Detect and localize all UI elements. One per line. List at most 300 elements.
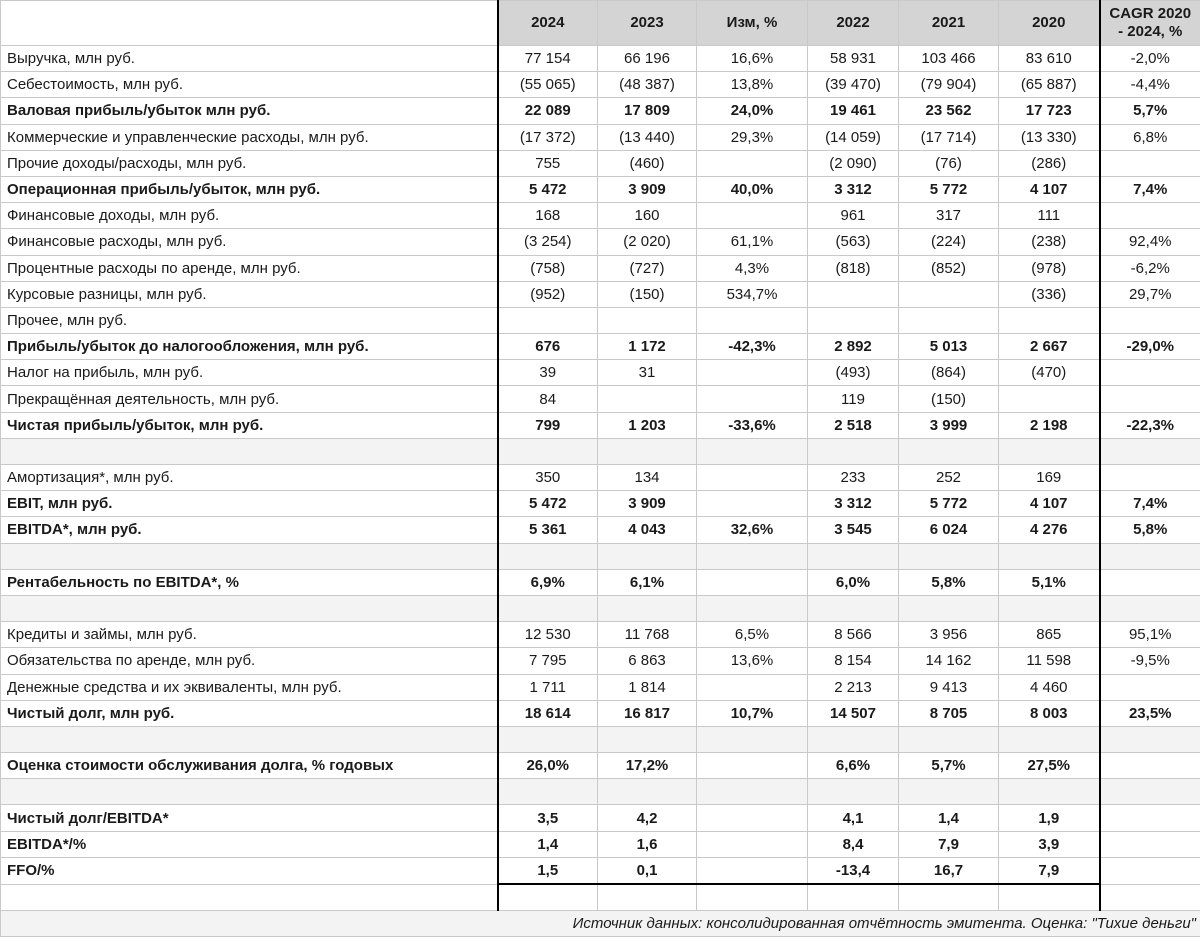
cell-value: (563)	[808, 229, 899, 255]
header-col-change: Изм, %	[697, 1, 808, 46]
cell-value	[697, 595, 808, 621]
cell-value	[697, 753, 808, 779]
table-row	[1, 857, 1200, 884]
row-label: Налог на прибыль, млн руб.	[1, 360, 498, 386]
row-label: Прибыль/убыток до налогообложения, млн руб.	[1, 334, 498, 360]
cell-value: 676	[498, 334, 598, 360]
cell-value: 6 863	[598, 648, 697, 674]
cell-value	[999, 543, 1100, 569]
cell-value	[697, 438, 808, 464]
row-label: Прочее, млн руб.	[1, 307, 498, 333]
cell-value: 31	[598, 360, 697, 386]
cell-value: 27,5%	[999, 753, 1100, 779]
cell-value: 1 711	[498, 674, 598, 700]
cell-value: 1,5	[498, 857, 598, 884]
cell-value: 1 203	[598, 412, 697, 438]
row-label	[1, 595, 498, 621]
cell-value: 58 931	[808, 46, 899, 72]
cell-value: 8 003	[999, 700, 1100, 726]
cell-value: 3 909	[598, 176, 697, 202]
cell-value: (17 372)	[498, 124, 598, 150]
cell-value: 77 154	[498, 46, 598, 72]
row-label: FFO/%	[1, 857, 498, 884]
cell-value: 13,8%	[697, 72, 808, 98]
cell-value: 10,7%	[697, 700, 808, 726]
row-label: Финансовые расходы, млн руб.	[1, 229, 498, 255]
table-row	[1, 622, 1200, 648]
cell-value: 3 956	[899, 622, 999, 648]
cell-value	[999, 726, 1100, 752]
cell-value	[1100, 360, 1200, 386]
table-row	[1, 674, 1200, 700]
cell-value	[697, 386, 808, 412]
empty-cell	[1, 884, 498, 911]
row-label: Валовая прибыль/убыток млн руб.	[1, 98, 498, 124]
empty-cell	[498, 884, 598, 911]
row-label: Операционная прибыль/убыток, млн руб.	[1, 176, 498, 202]
cell-value: 18 614	[498, 700, 598, 726]
cell-value	[999, 779, 1100, 805]
cell-value: (76)	[899, 150, 999, 176]
cell-value	[899, 307, 999, 333]
cell-value: 3,5	[498, 805, 598, 831]
cell-value	[899, 779, 999, 805]
cell-value: 11 768	[598, 622, 697, 648]
cell-value: 1 172	[598, 334, 697, 360]
cell-value: 66 196	[598, 46, 697, 72]
cell-value: 11 598	[999, 648, 1100, 674]
cell-value	[1100, 753, 1200, 779]
cell-value	[697, 491, 808, 517]
cell-value: (13 440)	[598, 124, 697, 150]
spacer-row	[1, 779, 1200, 805]
empty-cell	[999, 884, 1100, 911]
cell-value: (48 387)	[598, 72, 697, 98]
cell-value: 24,0%	[697, 98, 808, 124]
cell-value: 6 024	[899, 517, 999, 543]
cell-value	[1100, 465, 1200, 491]
empty-cell	[598, 884, 697, 911]
cell-value: -33,6%	[697, 412, 808, 438]
cell-value: -6,2%	[1100, 255, 1200, 281]
cell-value	[697, 857, 808, 884]
cell-value: 1,6	[598, 831, 697, 857]
cell-value	[999, 595, 1100, 621]
cell-value	[498, 726, 598, 752]
cell-value: 5 472	[498, 491, 598, 517]
cell-value: 2 213	[808, 674, 899, 700]
cell-value: 233	[808, 465, 899, 491]
cell-value: -4,4%	[1100, 72, 1200, 98]
cell-value	[598, 386, 697, 412]
cell-value: 83 610	[999, 46, 1100, 72]
row-label: Финансовые доходы, млн руб.	[1, 203, 498, 229]
table-row	[1, 569, 1200, 595]
cell-value: 32,6%	[697, 517, 808, 543]
cell-value: 16 817	[598, 700, 697, 726]
cell-value: 4,3%	[697, 255, 808, 281]
row-label: Чистый долг/EBITDA*	[1, 805, 498, 831]
row-label	[1, 438, 498, 464]
cell-value	[899, 726, 999, 752]
cell-value: (818)	[808, 255, 899, 281]
table-row	[1, 46, 1200, 72]
row-label: Денежные средства и их эквиваленты, млн руб.	[1, 674, 498, 700]
cell-value: 3,9	[999, 831, 1100, 857]
row-label: Оценка стоимости обслуживания долга, % годовых	[1, 753, 498, 779]
cell-value: (79 904)	[899, 72, 999, 98]
cell-value: 29,3%	[697, 124, 808, 150]
cell-value: 23 562	[899, 98, 999, 124]
cell-value: (65 887)	[999, 72, 1100, 98]
cell-value	[697, 360, 808, 386]
cell-value: 119	[808, 386, 899, 412]
cell-value: 92,4%	[1100, 229, 1200, 255]
cell-value: 29,7%	[1100, 281, 1200, 307]
cell-value: (952)	[498, 281, 598, 307]
cell-value: 1,4	[899, 805, 999, 831]
table-row	[1, 150, 1200, 176]
cell-value: 14 507	[808, 700, 899, 726]
header-col-2021: 2021	[899, 1, 999, 46]
cell-value: (224)	[899, 229, 999, 255]
cell-value: 350	[498, 465, 598, 491]
row-label: Рентабельность по EBITDA*, %	[1, 569, 498, 595]
cell-value: (2 090)	[808, 150, 899, 176]
cell-value	[697, 543, 808, 569]
table-row	[1, 465, 1200, 491]
cell-value: 134	[598, 465, 697, 491]
cell-value	[498, 438, 598, 464]
cell-value	[498, 543, 598, 569]
cell-value: (460)	[598, 150, 697, 176]
cell-value: 5 013	[899, 334, 999, 360]
cell-value	[598, 595, 697, 621]
cell-value: 799	[498, 412, 598, 438]
cell-value	[697, 465, 808, 491]
cell-value: 168	[498, 203, 598, 229]
cell-value	[697, 779, 808, 805]
cell-value: 14 162	[899, 648, 999, 674]
cell-value: -2,0%	[1100, 46, 1200, 72]
header-col-2024: 2024	[498, 1, 598, 46]
table-row	[1, 517, 1200, 543]
cell-value: -42,3%	[697, 334, 808, 360]
cell-value: (17 714)	[899, 124, 999, 150]
row-label: Кредиты и займы, млн руб.	[1, 622, 498, 648]
cell-value	[598, 438, 697, 464]
cell-value	[808, 281, 899, 307]
cell-value: 111	[999, 203, 1100, 229]
table-row	[1, 176, 1200, 202]
cell-value: (470)	[999, 360, 1100, 386]
header-col-2022: 2022	[808, 1, 899, 46]
table-row	[1, 203, 1200, 229]
table-row	[1, 753, 1200, 779]
cell-value	[899, 543, 999, 569]
cell-value	[899, 595, 999, 621]
cell-value: 6,1%	[598, 569, 697, 595]
empty-cell	[697, 884, 808, 911]
spacer-row	[1, 595, 1200, 621]
cell-value: (55 065)	[498, 72, 598, 98]
row-label: Прекращённая деятельность, млн руб.	[1, 386, 498, 412]
cell-value	[808, 595, 899, 621]
table-row	[1, 412, 1200, 438]
cell-value: 84	[498, 386, 598, 412]
table-row	[1, 700, 1200, 726]
cell-value: 5,8%	[899, 569, 999, 595]
cell-value: (150)	[598, 281, 697, 307]
cell-value: (150)	[899, 386, 999, 412]
cell-value	[1100, 831, 1200, 857]
cell-value	[808, 438, 899, 464]
cell-value	[808, 307, 899, 333]
cell-value: 12 530	[498, 622, 598, 648]
cell-value	[598, 307, 697, 333]
header-col-2023: 2023	[598, 1, 697, 46]
cell-value: 2 667	[999, 334, 1100, 360]
cell-value: -9,5%	[1100, 648, 1200, 674]
cell-value: 3 545	[808, 517, 899, 543]
row-label: Выручка, млн руб.	[1, 46, 498, 72]
cell-value: 3 999	[899, 412, 999, 438]
cell-value: (2 020)	[598, 229, 697, 255]
cell-value: 4,1	[808, 805, 899, 831]
cell-value: 2 198	[999, 412, 1100, 438]
cell-value: 4 107	[999, 491, 1100, 517]
cell-value: 8 705	[899, 700, 999, 726]
footer-row	[1, 911, 1200, 937]
cell-value: 8 566	[808, 622, 899, 648]
table-row	[1, 491, 1200, 517]
table-row	[1, 255, 1200, 281]
cell-value: (14 059)	[808, 124, 899, 150]
cell-value: 13,6%	[697, 648, 808, 674]
table-row	[1, 831, 1200, 857]
table-row	[1, 229, 1200, 255]
row-label	[1, 779, 498, 805]
cell-value: 3 312	[808, 491, 899, 517]
row-label: Амортизация*, млн руб.	[1, 465, 498, 491]
row-label: Прочие доходы/расходы, млн руб.	[1, 150, 498, 176]
cell-value: 1 814	[598, 674, 697, 700]
row-label	[1, 726, 498, 752]
cell-value	[697, 150, 808, 176]
cell-value: 95,1%	[1100, 622, 1200, 648]
cell-value: 9 413	[899, 674, 999, 700]
cell-value: 2 518	[808, 412, 899, 438]
cell-value: 8,4	[808, 831, 899, 857]
cell-value	[1100, 779, 1200, 805]
cell-value: 865	[999, 622, 1100, 648]
cell-value	[999, 438, 1100, 464]
cell-value: (286)	[999, 150, 1100, 176]
row-label: Чистый долг, млн руб.	[1, 700, 498, 726]
cell-value: 8 154	[808, 648, 899, 674]
cell-value: 5 772	[899, 491, 999, 517]
row-label: Курсовые разницы, млн руб.	[1, 281, 498, 307]
cell-value: (758)	[498, 255, 598, 281]
cell-value	[697, 203, 808, 229]
spacer-row	[1, 543, 1200, 569]
cell-value: (13 330)	[999, 124, 1100, 150]
cell-value: 4 460	[999, 674, 1100, 700]
cell-value: 5 472	[498, 176, 598, 202]
cell-value: 0,1	[598, 857, 697, 884]
table-row	[1, 72, 1200, 98]
cell-value: (238)	[999, 229, 1100, 255]
cell-value	[498, 595, 598, 621]
cell-value: 26,0%	[498, 753, 598, 779]
cell-value: 160	[598, 203, 697, 229]
cell-value: (978)	[999, 255, 1100, 281]
table-header	[1, 1, 1200, 46]
table-row	[1, 124, 1200, 150]
table-row	[1, 98, 1200, 124]
cell-value	[1100, 805, 1200, 831]
cell-value	[598, 726, 697, 752]
cell-value: 5,7%	[899, 753, 999, 779]
cell-value: 16,6%	[697, 46, 808, 72]
cell-value: 4,2	[598, 805, 697, 831]
cell-value: 7,9	[899, 831, 999, 857]
cell-value: 1,9	[999, 805, 1100, 831]
empty-cell	[899, 884, 999, 911]
cell-value	[999, 386, 1100, 412]
cell-value	[1100, 307, 1200, 333]
cell-value	[1100, 438, 1200, 464]
cell-value: 5 772	[899, 176, 999, 202]
cell-value: 755	[498, 150, 598, 176]
cell-value: 7,4%	[1100, 176, 1200, 202]
table-row	[1, 334, 1200, 360]
cell-value	[697, 726, 808, 752]
cell-value: 40,0%	[697, 176, 808, 202]
cell-value	[1100, 726, 1200, 752]
cell-value: 19 461	[808, 98, 899, 124]
table-row	[1, 281, 1200, 307]
cell-value: 23,5%	[1100, 700, 1200, 726]
cell-value: 7 795	[498, 648, 598, 674]
cell-value: -13,4	[808, 857, 899, 884]
spacer-row	[1, 726, 1200, 752]
cell-value: 16,7	[899, 857, 999, 884]
cell-value: 6,0%	[808, 569, 899, 595]
cell-value: 4 276	[999, 517, 1100, 543]
cell-value	[1100, 569, 1200, 595]
row-label: EBITDA*/%	[1, 831, 498, 857]
cell-value: 252	[899, 465, 999, 491]
cell-value	[697, 831, 808, 857]
cell-value	[1100, 857, 1200, 884]
cell-value: (336)	[999, 281, 1100, 307]
cell-value	[697, 307, 808, 333]
table-row	[1, 307, 1200, 333]
cell-value: 61,1%	[697, 229, 808, 255]
cell-value: 7,4%	[1100, 491, 1200, 517]
cell-value: (852)	[899, 255, 999, 281]
cell-value	[598, 543, 697, 569]
cell-value: 2 892	[808, 334, 899, 360]
cell-value: 6,5%	[697, 622, 808, 648]
cell-value: 1,4	[498, 831, 598, 857]
empty-cell	[1100, 884, 1200, 911]
cell-value	[1100, 386, 1200, 412]
cell-value: 39	[498, 360, 598, 386]
cell-value: 17 723	[999, 98, 1100, 124]
cell-value: (727)	[598, 255, 697, 281]
row-label: Обязательства по аренде, млн руб.	[1, 648, 498, 674]
cell-value	[598, 779, 697, 805]
cell-value	[1100, 674, 1200, 700]
header-col-2020: 2020	[999, 1, 1100, 46]
cell-value: -22,3%	[1100, 412, 1200, 438]
cell-value: 17 809	[598, 98, 697, 124]
cell-value: (3 254)	[498, 229, 598, 255]
cell-value: 17,2%	[598, 753, 697, 779]
cell-value: 534,7%	[697, 281, 808, 307]
cell-value: 961	[808, 203, 899, 229]
cell-value	[1100, 203, 1200, 229]
cell-value	[808, 543, 899, 569]
row-label: EBIT, млн руб.	[1, 491, 498, 517]
cell-value	[999, 307, 1100, 333]
cell-value	[808, 726, 899, 752]
cell-value: 5,8%	[1100, 517, 1200, 543]
cell-value: 3 909	[598, 491, 697, 517]
header-col-cagr: CAGR 2020 - 2024, %	[1100, 1, 1200, 46]
cell-value: 4 043	[598, 517, 697, 543]
empty-cell	[808, 884, 899, 911]
cell-value: (864)	[899, 360, 999, 386]
cell-value: 6,6%	[808, 753, 899, 779]
cell-value: 5 361	[498, 517, 598, 543]
cell-value	[697, 674, 808, 700]
table-row	[1, 648, 1200, 674]
row-label: Себестоимость, млн руб.	[1, 72, 498, 98]
row-label	[1, 543, 498, 569]
table-row	[1, 386, 1200, 412]
cell-value: 317	[899, 203, 999, 229]
cell-value	[697, 805, 808, 831]
cell-value: 3 312	[808, 176, 899, 202]
cell-value: -29,0%	[1100, 334, 1200, 360]
cell-value	[1100, 150, 1200, 176]
cell-value: 5,7%	[1100, 98, 1200, 124]
cell-value: 6,9%	[498, 569, 598, 595]
cell-value: 6,8%	[1100, 124, 1200, 150]
cell-value: 5,1%	[999, 569, 1100, 595]
header-blank-cell	[1, 1, 498, 46]
cell-value: 169	[999, 465, 1100, 491]
cell-value	[1100, 543, 1200, 569]
cell-value: 4 107	[999, 176, 1100, 202]
row-label: EBITDA*, млн руб.	[1, 517, 498, 543]
table-row	[1, 805, 1200, 831]
spacer-row	[1, 438, 1200, 464]
cell-value	[697, 569, 808, 595]
cell-value: 7,9	[999, 857, 1100, 884]
cell-value	[498, 307, 598, 333]
table-row	[1, 360, 1200, 386]
cell-value: (493)	[808, 360, 899, 386]
cell-value	[498, 779, 598, 805]
cell-value: 103 466	[899, 46, 999, 72]
cell-value: (39 470)	[808, 72, 899, 98]
cell-value	[1100, 595, 1200, 621]
row-label: Чистая прибыль/убыток, млн руб.	[1, 412, 498, 438]
